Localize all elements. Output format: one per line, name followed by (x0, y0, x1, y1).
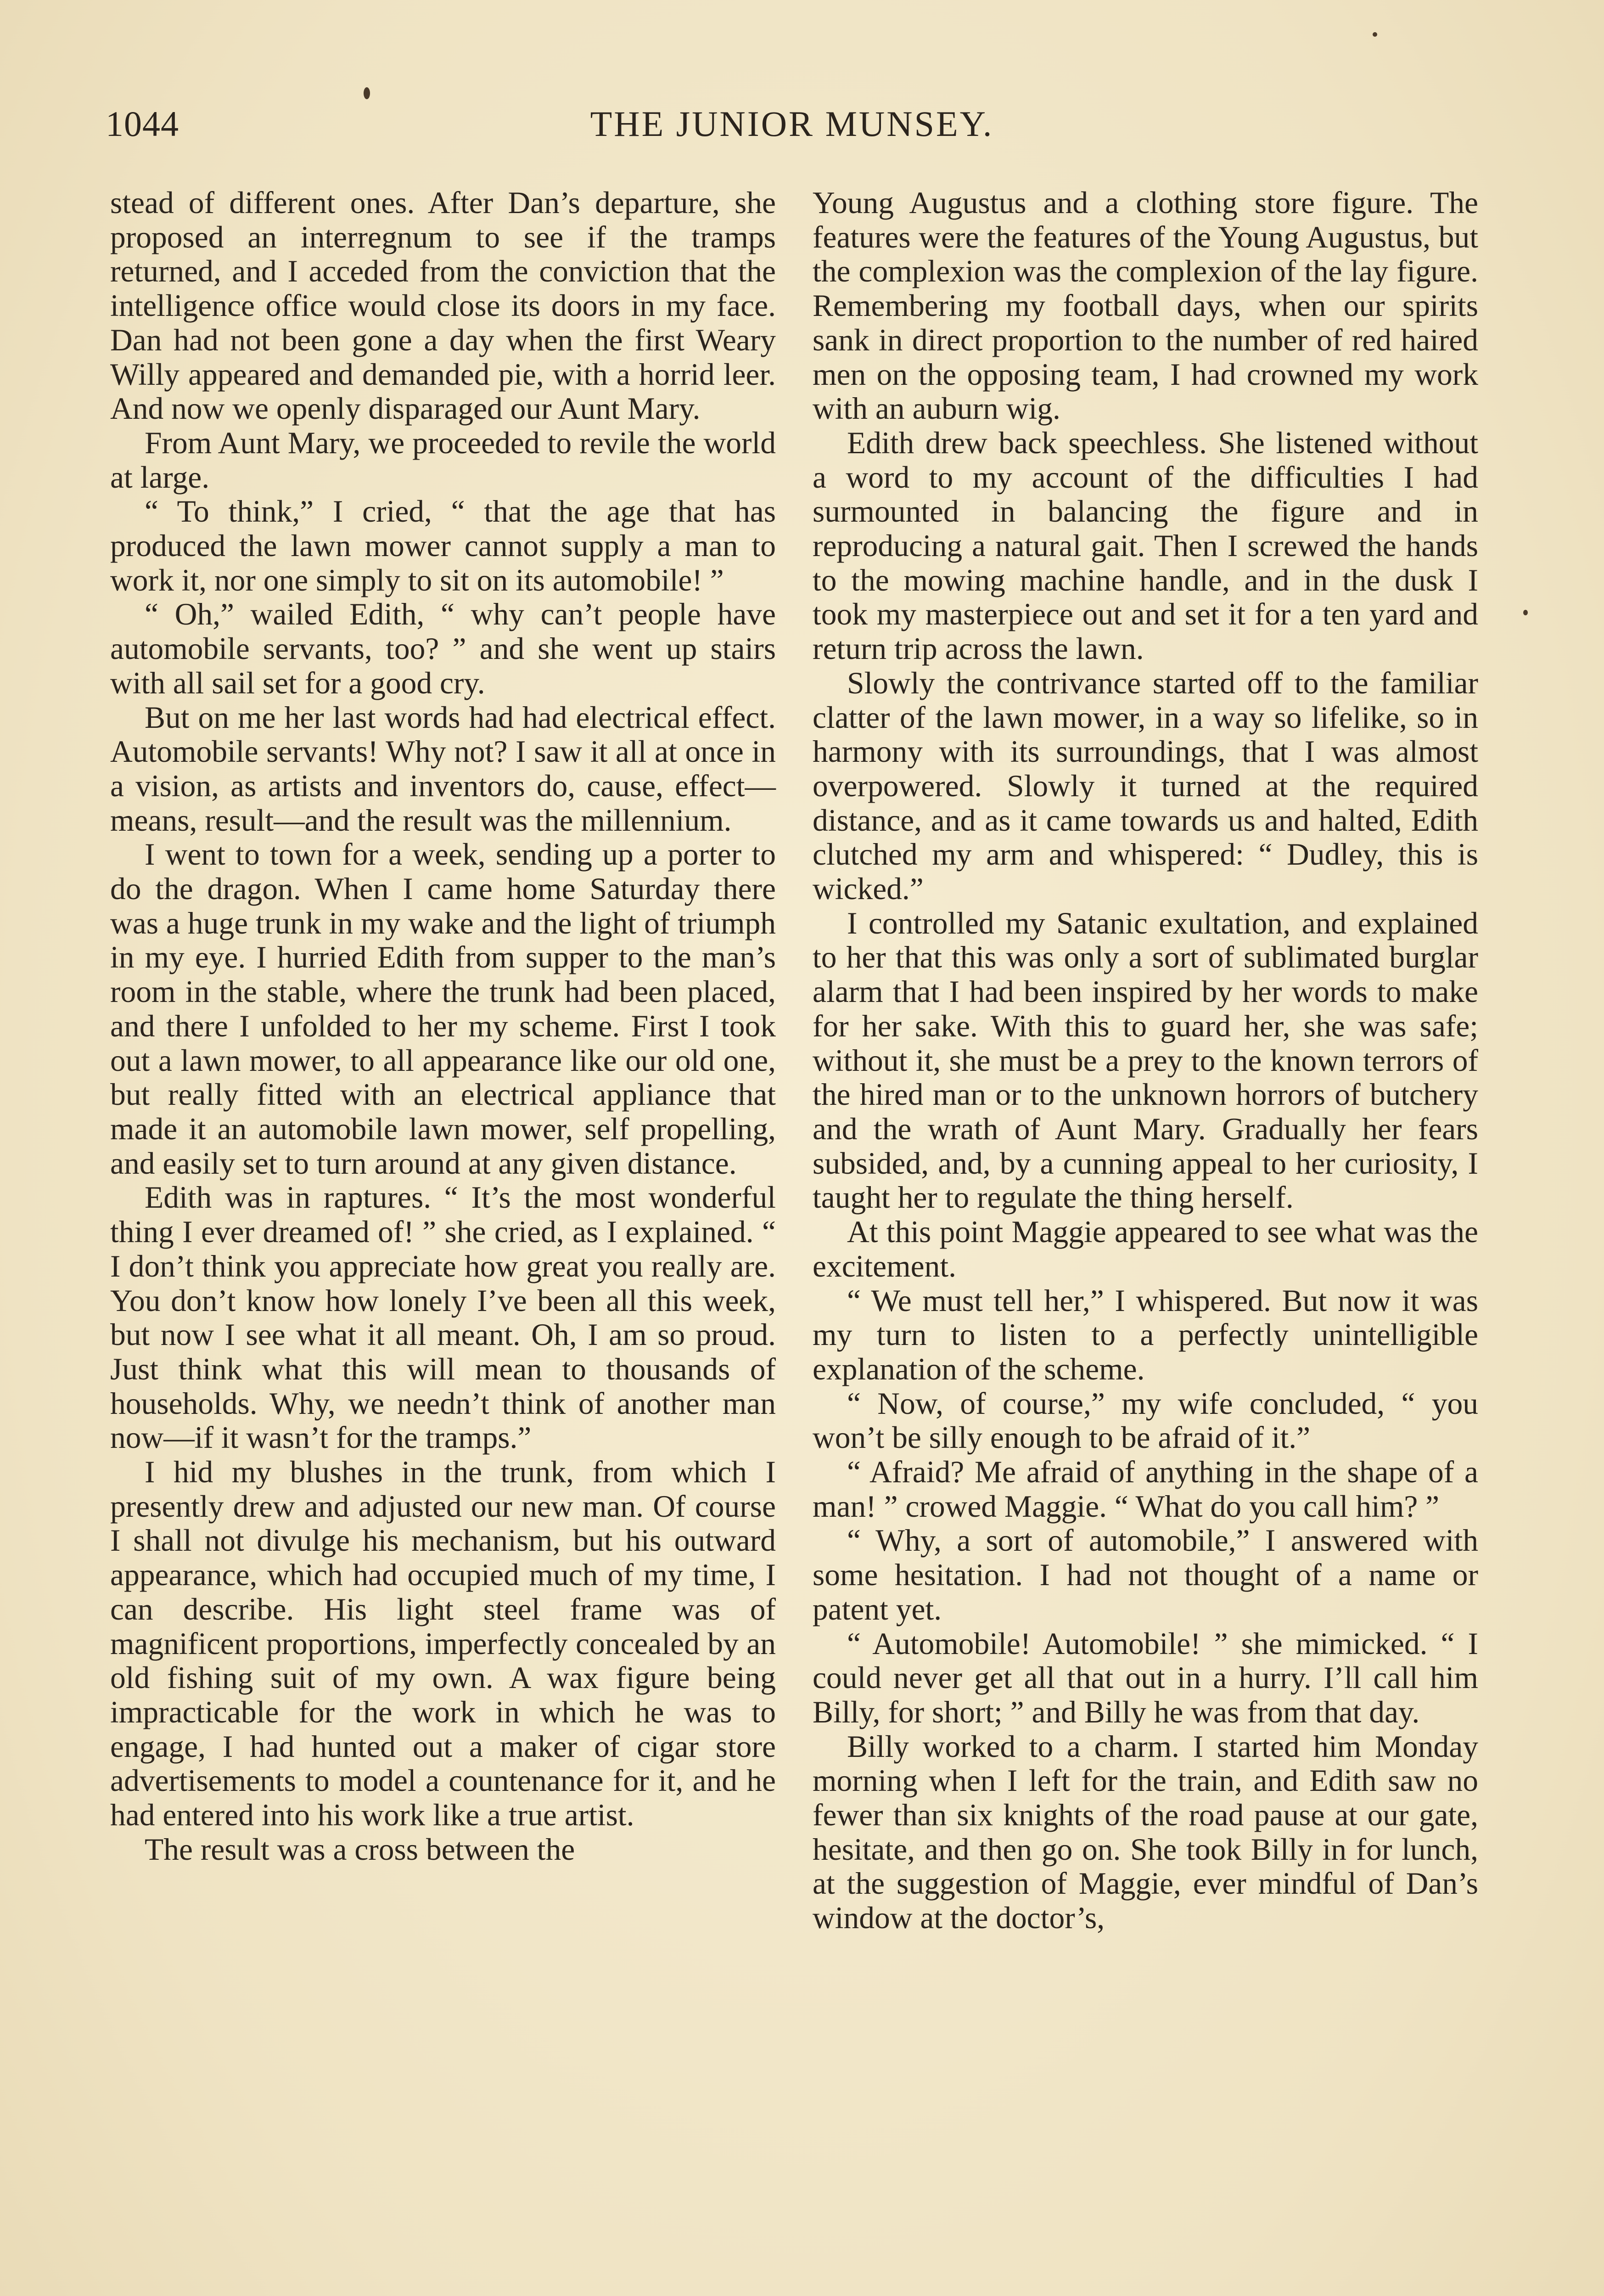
paragraph: Edith was in raptures. “ It’s the most wonderful thing I ever dreamed of! ” she cried, as I explained. “ I don’t think you appreciate how great you really are. You don’t know how lonely I’ve been all this week, but now I see what it all meant. Oh, I am so proud. Just think what this will mean to thousands of households. Why, we needn’t think of another man now—if it wasn’t for the tramps.” (110, 1180, 776, 1455)
paragraph: “ Afraid? Me afraid of anything in the shape of a man! ” crowed Maggie. “ What do you call him? ” (813, 1455, 1478, 1524)
paragraph: At this point Maggie appeared to see what was the excitement. (813, 1215, 1478, 1283)
paragraph: “ Oh,” wailed Edith, “ why can’t people have automobile servants, too? ” and she went up stairs with all sail set for a good cry. (110, 597, 776, 700)
paragraph: “ Automobile! Automobile! ” she mimicked. “ I could never get all that out in a hurry. I’ll call him Billy, for short; ” and Billy he was from that day. (813, 1626, 1478, 1729)
ink-speck (364, 87, 370, 99)
ink-speck (1523, 610, 1528, 615)
paragraph: “ Why, a sort of automobile,” I answered with some hesitation. I had not thought of a name or patent yet. (813, 1523, 1478, 1626)
page-header (106, 103, 1478, 154)
paragraph: “ Now, of course,” my wife concluded, “ you won’t be silly enough to be afraid of it.” (813, 1386, 1478, 1455)
paragraph: “ We must tell her,” I whispered. But now it was my turn to listen to a perfectly unintelligible explanation of the scheme. (813, 1283, 1478, 1386)
paragraph: Slowly the contrivance started off to the familiar clatter of the lawn mower, in a way so lifelike, so in harmony with its surroundings, that I was almost overpowered. Slowly it turned at the required distance, and as it came towards us and halted, Edith clutched my arm and whispered: “ Dudley, this is wicked.” (813, 665, 1478, 906)
paragraph: Edith drew back speechless. She listened without a word to my account of the difficulties I had surmounted in balancing the figure and in reproducing a natural gait. Then I screwed the hands to the mowing machine handle, and in the dusk I took my masterpiece out and set it for a ten yard and return trip across the lawn. (813, 425, 1478, 666)
paragraph: “ To think,” I cried, “ that the age that has produced the lawn mower cannot supply a man to work it, nor one simply to sit on its automobile! ” (110, 494, 776, 597)
ink-speck (1373, 32, 1377, 37)
page-number: 1044 (106, 104, 179, 144)
left-text-column (110, 186, 776, 1867)
paragraph: I hid my blushes in the trunk, from which I presently drew and adjusted our new man. Of course I shall not divulge his mechanism, but his outward appearance, which had occupied much of my time, I can describe. His light steel frame was of magnificent proportions, imperfectly concealed by an old fishing suit of my own. A wax figure being impracticable for the work in which he was to engage, I had hunted out a maker of cigar store advertisements to model a countenance for it, and he had entered into his work like a true artist. (110, 1455, 776, 1833)
right-text-column (813, 186, 1478, 1936)
paragraph: From Aunt Mary, we proceeded to revile the world at large. (110, 425, 776, 495)
paragraph: But on me her last words had had electrical effect. Automobile servants! Why not? I saw it all at once in a vision, as artists and inventors do, cause, effect—means, result—and the result was the millennium. (110, 700, 776, 838)
paragraph: Billy worked to a charm. I started him Monday morning when I left for the train, and Edith saw no fewer than six knights of the road pause at our gate, hesitate, and then go on. She took Billy in for lunch, at the suggestion of Maggie, ever mindful of Dan’s window at the doctor’s, (813, 1729, 1478, 1936)
running-title: THE JUNIOR MUNSEY. (590, 104, 994, 144)
paragraph: stead of different ones. After Dan’s departure, she proposed an interregnum to see if the tramps returned, and I acceded from the conviction that the intelligence office would close its doors in my face. Dan had not been gone a day when the first Weary Willy appeared and demanded pie, with a horrid leer. And now we openly disparaged our Aunt Mary. (110, 186, 776, 426)
paragraph: I went to town for a week, sending up a porter to do the dragon. When I came home Saturday there was a huge trunk in my wake and the light of triumph in my eye. I hurried Edith from supper to the man’s room in the stable, where the trunk had been placed, and there I unfolded to her my scheme. First I took out a lawn mower, to all appearance like our old one, but really fitted with an electrical appliance that made it an automobile lawn mower, self propelling, and easily set to turn around at any given distance. (110, 837, 776, 1181)
paragraph: The result was a cross between the (145, 1832, 575, 1867)
paragraph: I controlled my Satanic exultation, and explained to her that this was only a sort of sublimated burglar alarm that I had been inspired by her words to make for her sake. With this to guard her, she was safe; without it, she must be a prey to the known terrors of the hired man or to the unknown horrors of butchery and the wrath of Aunt Mary. Gradually her fears subsided, and, by a cunning appeal to her curiosity, I taught her to regulate the thing herself. (813, 906, 1478, 1215)
paragraph: Young Augustus and a clothing store figure. The features were the features of the Young Augustus, but the complexion was the complexion of the lay figure. Remembering my football days, when our spirits sank in direct proportion to the number of red haired men on the opposing team, I had crowned my work with an auburn wig. (813, 186, 1478, 426)
